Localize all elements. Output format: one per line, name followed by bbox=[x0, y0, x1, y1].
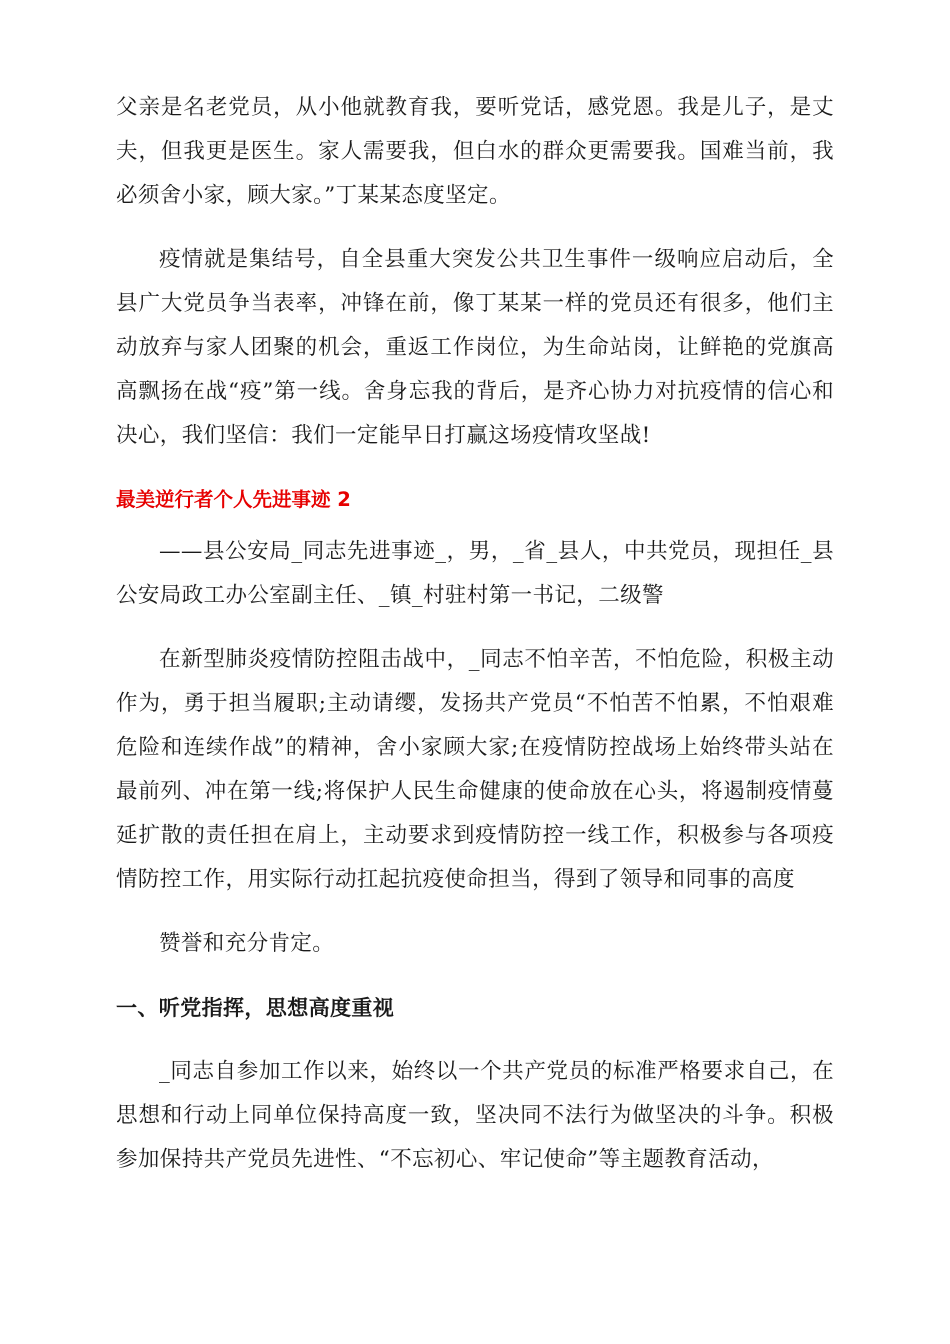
document-page bbox=[116, 86, 834, 1182]
paragraph-epidemic-call: 疫情就是集结号，自全县重大突发公共卫生事件一级响应启动后，全县广大党员争当表率，冲锋在前，像丁某某一样的党员还有很多，他们主动放弃与家人团聚的机会，重返工作岗位，为生命站岗，让鲜艳的党旗高高飘扬在战“疫”第一线。舍身忘我的背后，是齐心协力对抗疫情的信心和决心，我们坚信：我们一定能早日打赢这场疫情攻坚战! bbox=[116, 247, 834, 448]
paragraph-body: 在新型肺炎疫情防控阻击战中，_同志不怕辛苦，不怕危险，积极主动作为，勇于担当履职;主动请缨，发扬共产党员“不怕苦不怕累，不怕艰难危险和连续作战”的精神，舍小家顾大家;在疫情防控战场上始终带头站在最前列、冲在第一线;将保护人民生命健康的使命放在心头，将遏制疫情蔓延扩散的责任担在肩上，主动要求到疫情防控一线工作，积极参与各项疫情防控工作，用实际行动扛起抗疫使命担当，得到了领导和同事的高度 bbox=[116, 647, 834, 892]
section-title: 最美逆行者个人先进事迹 2 bbox=[116, 488, 351, 511]
paragraph-quote-end: 父亲是名老党员，从小他就教育我，要听党话，感党恩。我是儿子，是丈夫，但我更是医生。家人需要我，但白水的群众更需要我。国难当前，我必须舍小家，顾大家。”丁某某态度坚定。 bbox=[116, 95, 834, 208]
section-subtitle: ——县公安局_同志先进事迹_，男，_省_县人，中共党员，现担任_县公安局政工办公室副主任、_镇_村驻村第一书记，二级警 bbox=[116, 539, 834, 608]
subheading-party-command: 一、听党指挥，思想高度重视 bbox=[116, 995, 395, 1020]
paragraph-continuation: 赞誉和充分肯定。 bbox=[159, 931, 335, 956]
paragraph-final: _同志自参加工作以来，始终以一个共产党员的标准严格要求自己，在思想和行动上同单位保持高度一致，坚决同不法行为做坚决的斗争。积极参加保持共产党员先进性、“不忘初心、牢记使命”等主题教育活动， bbox=[116, 1059, 834, 1172]
